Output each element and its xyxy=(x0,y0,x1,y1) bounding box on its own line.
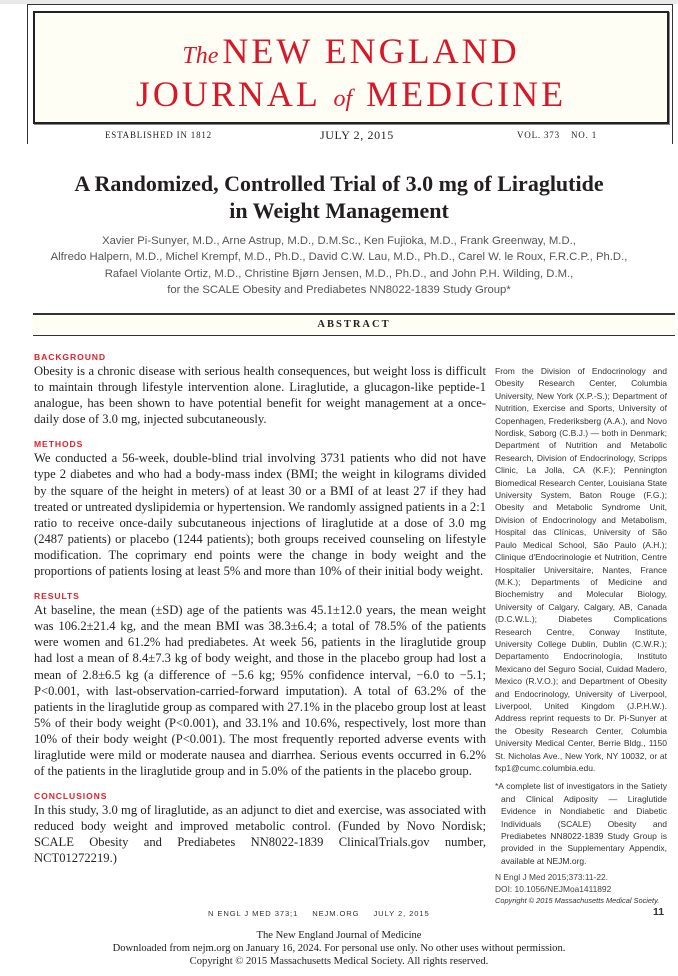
sidebar-copyright: Copyright © 2015 Massachusetts Medical Society. xyxy=(495,896,660,906)
masthead-of: of xyxy=(333,86,353,112)
download-journal: The New England Journal of Medicine xyxy=(256,930,422,941)
section-text: At baseline, the mean (±SD) age of the patients was 45.1±12.0 years, the mean weight was 106.2±21.4 kg, and the mean BMI was 38.3±6.4; a total of 78.5% of the patients were women and 61.2% had prediabetes. At week 56, patients in the liraglutide group had lost a mean of 8.4±7.3 kg of body weight, and those in the placebo group had lost a mean of 2.8±6.5 kg (a difference of −5.6 kg; 95% confidence interval, −6.0 to −5.1; P<0.001, with last-observation-carried-forward imputation). A total of 63.2% of the patients in the liraglutide group as compared with 27.1% in the placebo group lost at least 5% of their body weight (P<0.001), and 33.1% and 10.6%, respectively, lost more than 10% of their body weight (P<0.001). The most frequently reported adverse events with liraglutide were mild or moderate nausea and diarrhea. Serious events occurred in 6.2% of the patients in the liraglutide group and in 5.0% of the patients in the placebo group. xyxy=(34,603,486,779)
download-terms: Downloaded from nejm.org on January 16, 2024. For personal use only. No other uses without permission. xyxy=(112,943,566,954)
article-title xyxy=(0,170,678,224)
footer-journal-ref: N ENGL J MED 373;1 xyxy=(208,909,299,918)
section-heading: BACKGROUND xyxy=(34,352,107,362)
citation: N Engl J Med 2015;373:11-22. xyxy=(495,872,608,883)
masthead-journal: JOURNAL xyxy=(135,74,320,114)
download-notice xyxy=(0,929,678,968)
footer-site[interactable]: NEJM.ORG xyxy=(312,909,360,918)
sidebar-affiliations xyxy=(495,365,667,906)
page-number: 11 xyxy=(653,906,665,918)
masthead-line-1 xyxy=(35,30,667,72)
author-list xyxy=(0,233,678,298)
section-text: Obesity is a chronic disease with serious health consequences, but weight loss is difficult to maintain through lifestyle intervention alone. Liraglutide, a glucagon-like peptide-1 analogue, has been shown to have potential benefit for weight management at a once-daily dose of 3.0 mg, injected subcutaneously. xyxy=(34,364,486,427)
doi[interactable]: DOI: 10.1056/NEJMoa1411892 xyxy=(495,884,612,895)
author-line: Alfredo Halpern, M.D., Michel Krempf, M.D., Ph.D., David C.W. Lau, M.D., Ph.D., Carel W. le Roux, F.R.C.P., Ph.D., xyxy=(50,251,628,264)
abstract-section-results xyxy=(34,590,486,779)
abstract-section-background xyxy=(34,351,486,427)
abstract-heading: ABSTRACT xyxy=(33,313,675,336)
section-heading: CONCLUSIONS xyxy=(34,791,108,802)
issue-number: NO. 1 xyxy=(571,130,597,140)
volume-label: VOL. 373 xyxy=(517,130,560,140)
article-title-line-2: in Weight Management xyxy=(229,198,449,223)
masthead-new-england: NEW ENGLAND xyxy=(222,31,520,71)
abstract-section-conclusions xyxy=(34,790,486,866)
section-text: We conducted a 56-week, double-blind trial involving 3731 patients who did not have type 2 diabetes and who had a body-mass index (BMI; the weight in kilograms divided by the square of the height in meters) of at least 30 or a BMI of at least 27 if they had treated or untreated dyslipidemia or hypertension. We randomly assigned patients in a 2:1 ratio to receive once-daily subcutaneous injections of liraglutide at a dose of 3.0 mg (2487 patients) or placebo (1244 patients); both groups received counseling on lifestyle modification. The coprimary end points were the change in body weight and the proportions of patients losing at least 5% and more than 10% of their initial body weight. xyxy=(34,451,486,579)
study-group-line[interactable]: for the SCALE Obesity and Prediabetes NN8022-1839 Study Group* xyxy=(167,283,511,296)
issue-date: JULY 2, 2015 xyxy=(320,128,394,142)
masthead-the: The xyxy=(182,43,219,69)
section-heading: METHODS xyxy=(34,439,84,450)
download-copyright: Copyright © 2015 Massachusetts Medical Society. All rights reserved. xyxy=(189,956,489,967)
abstract-body xyxy=(34,351,486,878)
running-footer xyxy=(208,909,444,918)
masthead-line-2 xyxy=(35,73,667,115)
abstract-section-methods xyxy=(34,438,486,579)
masthead-medicine: MEDICINE xyxy=(366,74,567,114)
footer-date: JULY 2, 2015 xyxy=(373,909,430,918)
established-label: ESTABLISHED IN 1812 xyxy=(105,130,212,140)
investigators-footnote: *A complete list of investigators in the Satiety and Clinical Adiposity — Liraglutide Evidence in Nondiabetic and Diabetic Individuals (SCALE) Obesity and Prediabetes NN8022-1839 Study Group is provided in the Supplementary Appendix, available at NEJM.org. xyxy=(495,781,667,866)
author-line: Rafael Violante Ortiz, M.D., Christine Bjørn Jensen, M.D., Ph.D., and John P.H. Wilding, D.M., xyxy=(104,267,574,280)
author-line: Xavier Pi-Sunyer, M.D., Arne Astrup, M.D., D.M.Sc., Ken Fujioka, M.D., Frank Greenway, M.D., xyxy=(102,235,576,247)
article-title-line-1: A Randomized, Controlled Trial of 3.0 mg of Liraglutide xyxy=(74,171,604,196)
masthead-right-rule xyxy=(672,4,673,139)
section-heading: RESULTS xyxy=(34,591,80,602)
affiliations-text: From the Division of Endocrinology and Obesity Research Center, Columbia University, New York (X.P.-S.); Department of Nutrition, Exercise and Sports, University of Copenhagen, Frederiksberg (A.A.), and Novo Nordisk, Søborg (C.B.J.) — both in Denmark; Department of Nutrition and Metabolic Research, Division of Endocrinology, Scripps Clinic, La Jolla, CA (K.F.); Pennington Biomedical Research Center, Louisiana State University System, Baton Rouge (F.G.); Obesity and Metabolic Syndrome Unit, Division of Endocrinology and Metabolism, Hospital das Clínicas, University of São Paulo Medical School, São Paulo (A.H.); Clinique d'Endocrinologie et Nutrition, Centre Hospitalier Universitaire, Nantes, France (M.K.); Departments of Medicine and Biochemistry and Molecular Biology, University of Calgary, Calgary, AB, Canada (D.C.W.L.); Diabetes Complications Research Centre, Conway Institute, University College Dublin, Dublin (C.W.R.); Departamento Endocrinología, Instituto Mexicano del Seguro Social, Cuidad Madero, Mexico (R.V.O.); and Department of Obesity and Endocrinology, University of Liverpool, Liverpool, United Kingdom (J.P.H.W.). Address reprint requests to Dr. Pi-Sunyer at the Obesity Research Center, Columbia University Medical Center, Berrie Bldg., 1150 St. Nicholas Ave., New York, NY 10032, or at fxp1@cumc.columbia.edu. xyxy=(495,366,667,773)
section-text: In this study, 3.0 mg of liraglutide, as an adjunct to diet and exercise, was associated with reduced body weight and improved metabolic control. (Funded by Novo Nordisk; SCALE Obesity and Prediabetes NN8022-1839 ClinicalTrials.gov number, NCT01272219.) xyxy=(34,803,486,866)
journal-masthead xyxy=(33,11,669,124)
